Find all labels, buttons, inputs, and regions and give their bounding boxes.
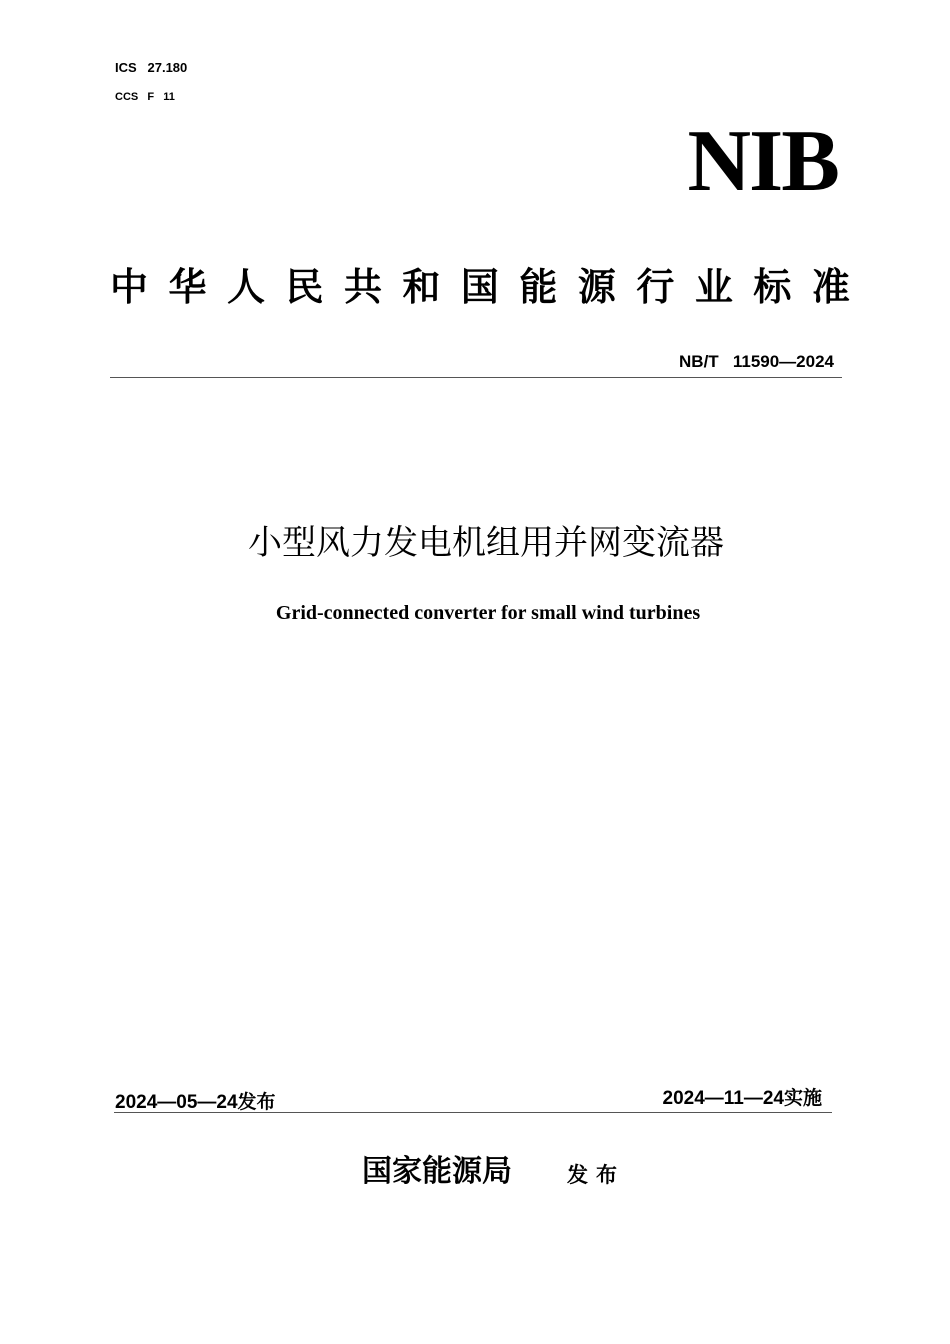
heading-char: 业 [694,265,733,309]
ics-code: ICS 27.180 [115,60,188,75]
heading-char: 源 [577,265,616,309]
implementation-date: 2024—11—24实施 [662,1088,822,1109]
heading-char: 民 [285,265,324,309]
industry-standard-heading [110,262,850,312]
heading-char: 国 [460,265,499,309]
heading-char: 中 [110,265,149,309]
heading-char: 人 [226,265,265,309]
issue-date: 2024—05—24发布 [115,1092,276,1113]
heading-char: 标 [753,265,792,309]
heading-char: 和 [402,265,441,309]
heading-char: 行 [636,265,675,309]
footer-divider [114,1112,832,1113]
publisher-action: 发布 [567,1163,625,1187]
nib-logo: NIB [687,113,838,210]
heading-char: 共 [343,265,382,309]
heading-char: 华 [168,265,207,309]
heading-char: 能 [519,265,558,309]
header-divider [110,377,842,378]
document-title-english: Grid-connected converter for small wind turbines [275,602,701,624]
document-title-chinese: 小型风力发电机组用并网变流器 [248,523,724,563]
publisher-name: 国家能源局 [362,1154,512,1189]
heading-char: 准 [811,265,850,309]
ccs-code: CCS F 11 [115,91,175,103]
standard-number: NB/T 11590—2024 [679,352,834,371]
